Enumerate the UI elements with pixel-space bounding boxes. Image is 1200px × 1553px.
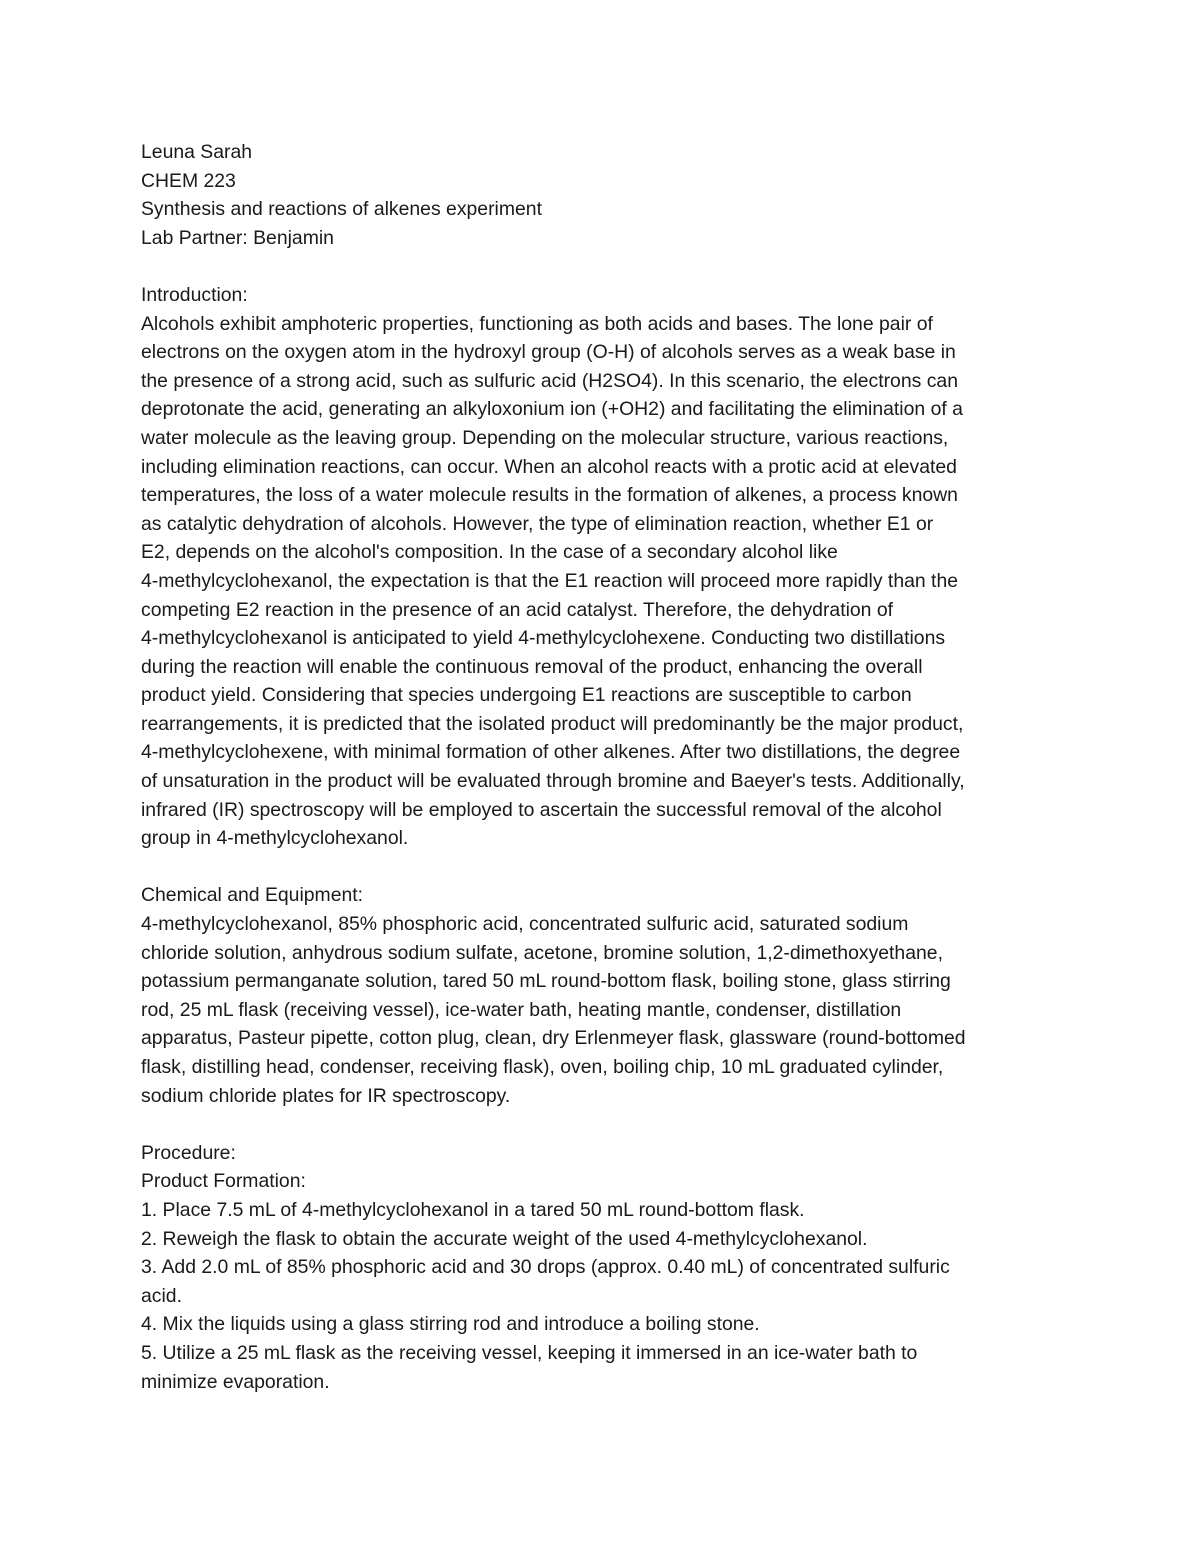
chemicals-line: 4-methylcyclohexanol, 85% phosphoric acid, concentrated sulfuric acid, saturated sodium — [141, 913, 909, 936]
chemicals-line: flask, distilling head, condenser, receiving flask), oven, boiling chip, 10 mL graduated cylinder, — [141, 1056, 944, 1078]
introduction-section — [141, 281, 1071, 853]
procedure-subheading: Product Formation: — [141, 1170, 306, 1193]
procedure-step: 4. Mix the liquids using a glass stirring rod and introduce a boiling stone. — [141, 1313, 760, 1336]
introduction-line: of unsaturation in the product will be evaluated through bromine and Baeyer's tests. Additionally, — [141, 770, 965, 793]
procedure-step: 3. Add 2.0 mL of 85% phosphoric acid and 30 drops (approx. 0.40 mL) of concentrated sulfuric — [141, 1256, 950, 1279]
procedure-step: minimize evaporation. — [141, 1370, 330, 1393]
chemicals-heading: Chemical and Equipment: — [141, 884, 364, 907]
introduction-heading: Introduction: — [141, 283, 248, 306]
experiment-title: Synthesis and reactions of alkenes experiment — [141, 198, 542, 221]
procedure-step: acid. — [141, 1284, 182, 1307]
introduction-line: rearrangements, it is predicted that the isolated product will predominantly be the major product, — [141, 712, 964, 735]
procedure-heading: Procedure: — [141, 1141, 236, 1164]
introduction-line: 4-methylcyclohexanol, the expectation is that the E1 reaction will proceed more rapidly than the — [141, 569, 959, 592]
introduction-line: electrons on the oxygen atom in the hydroxyl group (O-H) of alcohols serves as a weak base in — [141, 341, 956, 364]
procedure-step: 1. Place 7.5 mL of 4-methylcyclohexanol in a tared 50 mL round-bottom flask. — [141, 1198, 805, 1221]
introduction-line: including elimination reactions, can occur. When an alcohol reacts with a protic acid at elevated — [141, 455, 957, 478]
chemicals-line: potassium permanganate solution, tared 50 mL round-bottom flask, boiling stone, glass stirring — [141, 970, 951, 993]
chemicals-section — [141, 881, 1071, 1110]
introduction-line: 4-methylcyclohexene, with minimal formation of other alkenes. After two distillations, the degree — [141, 741, 961, 764]
author-name: Leuna Sarah — [141, 141, 253, 163]
introduction-line: 4-methylcyclohexanol is anticipated to yield 4-methylcyclohexene. Conducting two distillations — [141, 627, 946, 650]
lab-partner: Lab Partner: Benjamin — [141, 226, 334, 249]
blank-line — [141, 252, 1071, 281]
course-code: CHEM 223 — [141, 169, 236, 192]
introduction-line: product yield. Considering that species undergoing E1 reactions are susceptible to carbon — [141, 684, 912, 707]
introduction-line: water molecule as the leaving group. Depending on the molecular structure, various reactions, — [141, 426, 949, 449]
chemicals-line: rod, 25 mL flask (receiving vessel), ice-water bath, heating mantle, condenser, distillation — [141, 998, 902, 1021]
introduction-line: the presence of a strong acid, such as sulfuric acid (H2SO4). In this scenario, the electrons can — [141, 369, 958, 392]
introduction-line: infrared (IR) spectroscopy will be employed to ascertain the successful removal of the alcohol — [141, 798, 942, 821]
procedure-section — [141, 1139, 1071, 1396]
introduction-line: as catalytic dehydration of alcohols. However, the type of elimination reaction, whether E1 or — [141, 512, 934, 535]
procedure-step: 2. Reweigh the flask to obtain the accurate weight of the used 4-methylcyclohexanol. — [141, 1227, 868, 1250]
introduction-line: E2, depends on the alcohol's composition. In the case of a secondary alcohol like — [141, 541, 838, 564]
introduction-line: during the reaction will enable the continuous removal of the product, enhancing the overall — [141, 655, 923, 678]
introduction-line: temperatures, the loss of a water molecule results in the formation of alkenes, a process known — [141, 484, 958, 507]
blank-line — [141, 1110, 1071, 1139]
chemicals-line: chloride solution, anhydrous sodium sulfate, acetone, bromine solution, 1,2-dimethoxyethane, — [141, 941, 943, 964]
introduction-line: deprotonate the acid, generating an alkyloxonium ion (+OH2) and facilitating the elimination of a — [141, 398, 963, 421]
procedure-step: 5. Utilize a 25 mL flask as the receiving vessel, keeping it immersed in an ice-water bath to — [141, 1341, 918, 1364]
document-page — [141, 138, 1071, 1396]
chemicals-line: sodium chloride plates for IR spectroscopy. — [141, 1084, 511, 1107]
introduction-line: competing E2 reaction in the presence of an acid catalyst. Therefore, the dehydration of — [141, 598, 894, 621]
introduction-line: group in 4-methylcyclohexanol. — [141, 827, 409, 850]
introduction-line: Alcohols exhibit amphoteric properties, functioning as both acids and bases. The lone pair of — [141, 312, 933, 335]
header-block — [141, 138, 1071, 252]
chemicals-line: apparatus, Pasteur pipette, cotton plug, clean, dry Erlenmeyer flask, glassware (round-bottomed — [141, 1027, 966, 1050]
blank-line — [141, 853, 1071, 882]
